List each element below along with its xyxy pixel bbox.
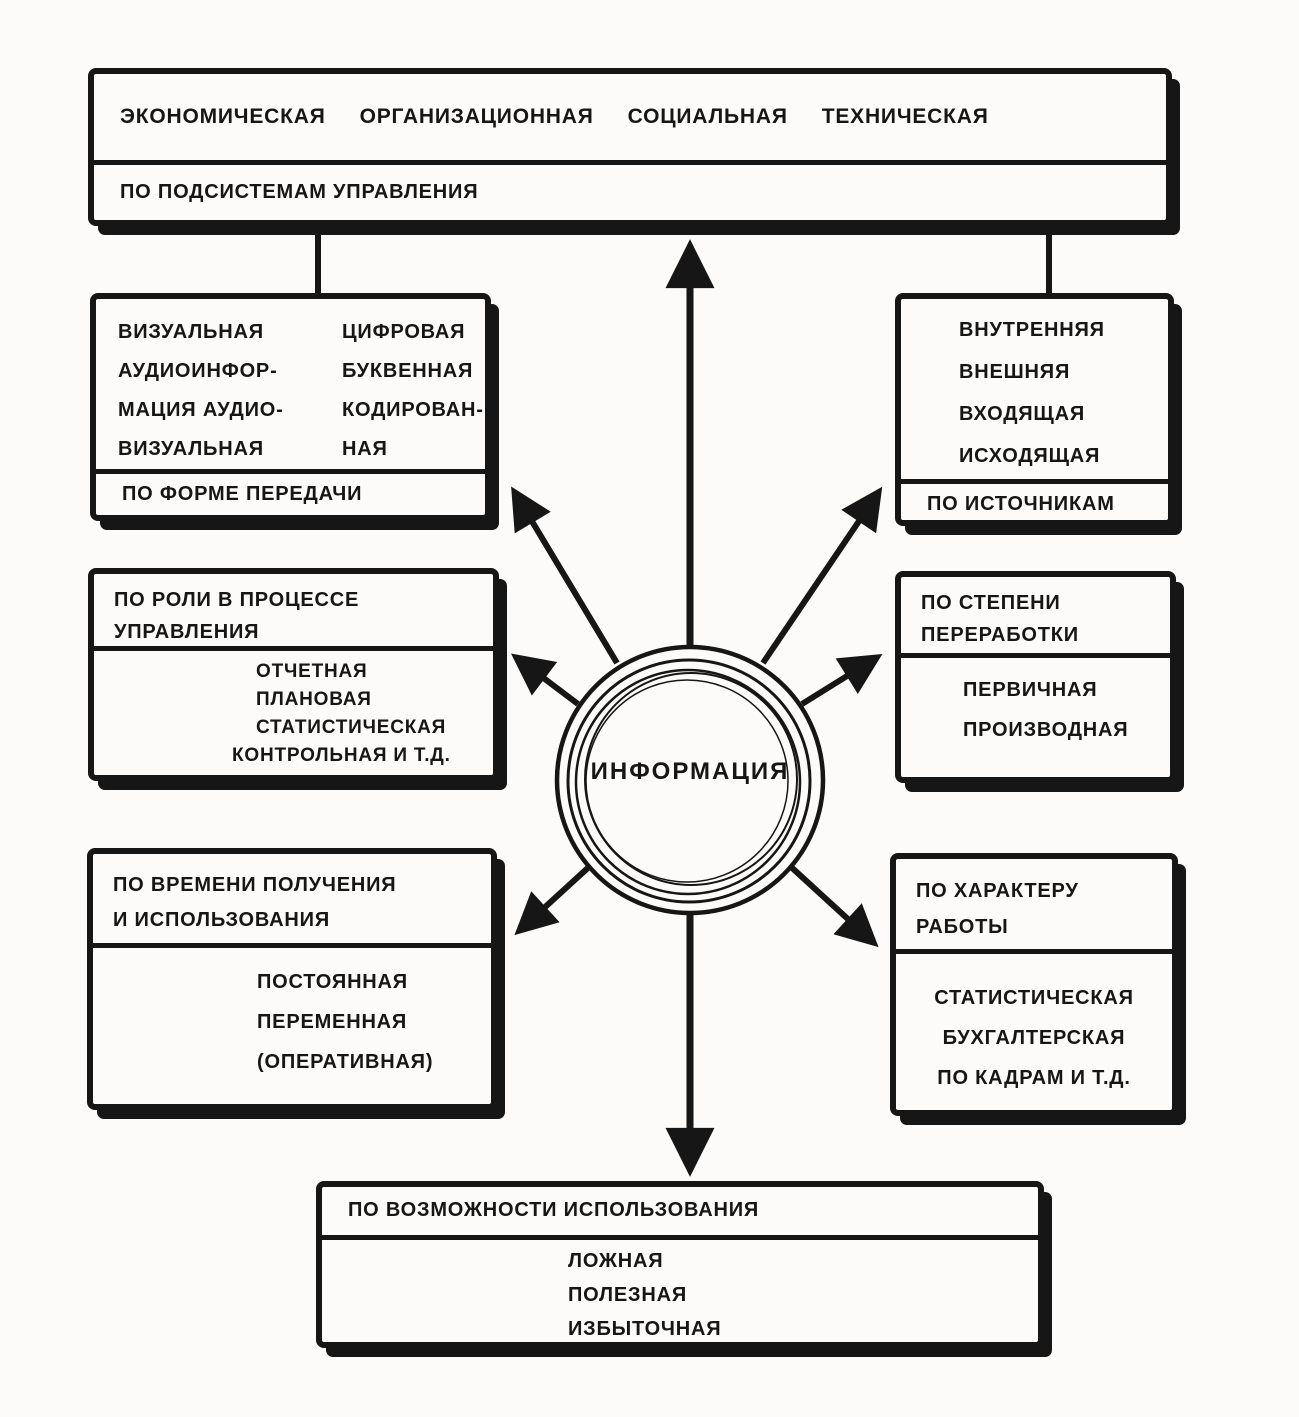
box-by-role-in-process xyxy=(88,568,499,781)
processing-items xyxy=(901,658,1170,750)
work-item: ПО КАДРАМ И Т.Д. xyxy=(937,1067,1131,1089)
time-category-line: И ИСПОЛЬЗОВАНИЯ xyxy=(113,909,330,931)
box-by-sources xyxy=(895,293,1174,526)
processing-category-line: ПО СТЕПЕНИ xyxy=(921,592,1061,614)
form-item: НАЯ xyxy=(342,438,388,460)
role-item: КОНТРОЛЬНАЯ И Т.Д. xyxy=(232,745,451,766)
role-item: ПЛАНОВАЯ xyxy=(256,689,372,710)
form-item: ЦИФРОВАЯ xyxy=(342,321,466,343)
arrow-down-right-icon xyxy=(790,866,873,942)
usability-item: ЛОЖНАЯ xyxy=(568,1250,664,1272)
sources-items xyxy=(901,299,1168,479)
box-by-nature-of-work xyxy=(890,853,1178,1116)
time-items xyxy=(93,948,491,1082)
subsystems-item: СОЦИАЛЬНАЯ xyxy=(627,105,788,128)
work-category-label xyxy=(896,859,1172,954)
form-item: КОДИРОВАН- xyxy=(342,399,484,421)
time-category-label xyxy=(93,854,491,948)
subsystems-item: ЭКОНОМИЧЕСКАЯ xyxy=(120,105,326,128)
processing-category-label xyxy=(901,577,1170,658)
arrow-up-left-icon xyxy=(515,493,617,663)
work-item: СТАТИСТИЧЕСКАЯ xyxy=(934,987,1134,1009)
box-by-time-of-receipt xyxy=(87,848,497,1110)
subsystems-items xyxy=(94,74,1166,160)
subsystems-item: ОРГАНИЗАЦИОННАЯ xyxy=(359,105,594,128)
processing-category-line: ПЕРЕРАБОТКИ xyxy=(921,624,1079,646)
box-by-form-of-transmission xyxy=(90,293,491,521)
role-category-label xyxy=(94,574,493,651)
time-category-line: ПО ВРЕМЕНИ ПОЛУЧЕНИЯ xyxy=(113,874,397,896)
work-item: БУХГАЛТЕРСКАЯ xyxy=(942,1027,1126,1049)
sources-item: ВХОДЯЩАЯ xyxy=(959,403,1086,425)
box-by-subsystems xyxy=(88,68,1172,226)
role-category-line: ПО РОЛИ В ПРОЦЕССЕ xyxy=(114,589,360,611)
sources-item: ВНЕШНЯЯ xyxy=(959,361,1071,383)
usability-item: ИЗБЫТОЧНАЯ xyxy=(568,1318,722,1340)
sources-category-label: ПО ИСТОЧНИКАМ xyxy=(901,479,1168,524)
arrow-right-icon xyxy=(802,658,876,704)
form-items-column-2 xyxy=(342,313,484,469)
usability-category-label: ПО ВОЗМОЖНОСТИ ИСПОЛЬЗОВАНИЯ xyxy=(322,1187,1038,1240)
sources-item: ВНУТРЕННЯЯ xyxy=(959,319,1105,341)
time-item: ПЕРЕМЕННАЯ xyxy=(257,1011,408,1033)
role-items xyxy=(94,651,493,770)
center-label: ИНФОРМАЦИЯ xyxy=(590,758,790,785)
work-category-line: РАБОТЫ xyxy=(916,916,1009,938)
sources-item: ИСХОДЯЩАЯ xyxy=(959,445,1101,467)
form-items xyxy=(96,299,485,469)
box-by-degree-of-processing xyxy=(895,571,1176,783)
role-category-line: УПРАВЛЕНИЯ xyxy=(114,621,260,643)
form-item: БУКВЕННАЯ xyxy=(342,360,474,382)
usability-item: ПОЛЕЗНАЯ xyxy=(568,1284,687,1306)
subsystems-item: ТЕХНИЧЕСКАЯ xyxy=(821,105,989,128)
work-category-line: ПО ХАРАКТЕРУ xyxy=(916,880,1079,902)
form-category-label: ПО ФОРМЕ ПЕРЕДАЧИ xyxy=(96,469,485,515)
arrow-down-left-icon xyxy=(520,866,590,930)
arrow-up-right-icon xyxy=(763,493,878,663)
form-item: ВИЗУАЛЬНАЯ xyxy=(118,438,264,460)
usability-items xyxy=(322,1240,1038,1346)
role-item: ОТЧЕТНАЯ xyxy=(256,661,368,682)
processing-item: ПРОИЗВОДНАЯ xyxy=(963,719,1129,741)
form-item: АУДИОИНФОР- xyxy=(118,360,278,382)
time-item: (ОПЕРАТИВНАЯ) xyxy=(257,1051,434,1073)
work-items xyxy=(896,954,1172,1098)
time-item: ПОСТОЯННАЯ xyxy=(257,971,408,993)
form-item: ВИЗУАЛЬНАЯ xyxy=(118,321,264,343)
box-by-possibility-of-use xyxy=(316,1181,1044,1348)
arrow-left-icon xyxy=(517,658,578,704)
form-item: МАЦИЯ АУДИО- xyxy=(118,399,284,421)
processing-item: ПЕРВИЧНАЯ xyxy=(963,679,1098,701)
form-items-column-1 xyxy=(118,313,284,469)
role-item: СТАТИСТИЧЕСКАЯ xyxy=(256,717,447,738)
subsystems-category-label: ПО ПОДСИСТЕМАМ УПРАВЛЕНИЯ xyxy=(94,160,1166,220)
